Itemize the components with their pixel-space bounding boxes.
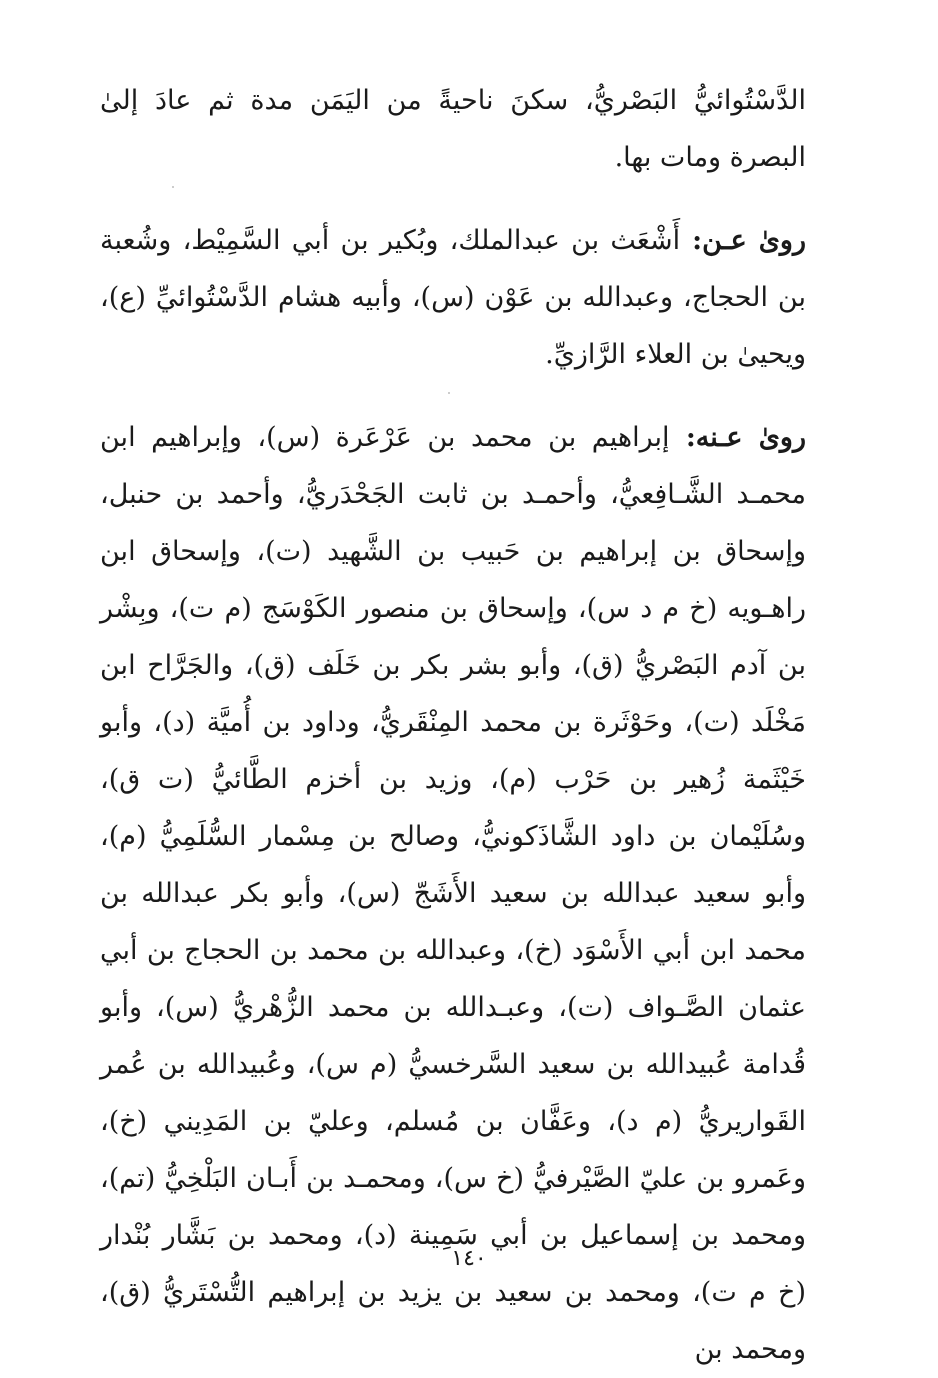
paragraph-text: الدَّسْتُوائيُّ البَصْريُّ، سكنَ ناحيةً من اليَمَن مدة ثم عادَ إلىٰ البصرة ومات بها. bbox=[100, 85, 806, 173]
paragraph-narrated-from bbox=[100, 212, 806, 383]
page-body bbox=[100, 72, 806, 1378]
paragraph-text: أَشْعَث بن عبدالملك، وبُكير بن أبي السَّمِيْط، وشُعبة بن الحجاج، وعبدالله بن عَوْن (س)، وأبيه هشام الدَّسْتُوائيِّ (ع)، ويحيىٰ بن العلاء الرَّازيِّ. bbox=[100, 225, 806, 370]
paragraph-intro bbox=[100, 72, 806, 186]
page-number: ١٤٠ bbox=[451, 1246, 487, 1271]
scan-speck bbox=[448, 392, 450, 394]
paragraph-lead: روىٰ عـن: bbox=[680, 225, 806, 256]
scan-speck bbox=[172, 186, 174, 188]
paragraph-lead: روىٰ عـنه: bbox=[669, 422, 806, 453]
paragraph-text: إبراهيم بن محمد بن عَرْعَرة (س)، وإبراهيم ابن محمـد الشَّـافِعيُّ، وأحمـد بن ثابت الجَحْدَريُّ، وأحمد بن حنبل، وإسحاق بن إبراهيم بن حَبيب بن الشَّهيد (ت)، وإسحاق ابن راهـويه (خ م د س)، وإسحاق بن منصور الكَوْسَج (م ت)، وبِشْر بن آدم البَصْريُّ (ق)، وأبو بشر بكر بن خَلَف (ق)، والجَرَّاح ابن مَخْلَد (ت)، وحَوْثَرة بن محمد المِنْقَريُّ، وداود بن أُميَّة (د)، وأبو خَيْثَمة زُهير بن حَرْب (م)، وزيد بن أخزم الطَّائيُّ (ت ق)، وسُلَيْمان بن داود الشَّاذَكونيُّ، وصالح بن مِسْمار السُّلَمِيُّ (م)، وأبو سعيد عبدالله بن سعيد الأَشَجّ (س)، وأبو بكر عبدالله بن محمد ابن أبي الأَسْوَد (خ)، وعبدالله بن محمد بن الحجاج بن أبي عثمان الصَّـواف (ت)، وعبـدالله بن محمد الزُّهْريُّ (س)، وأبو قُدامة عُبيدالله بن سعيد السَّرخسيُّ (م س)، وعُبيدالله بن عُمر القَواريريُّ (م د)، وعَفَّان بن مُسلم، وعليّ بن المَدِيني (خ)، وعَمرو بن عليّ الصَّيْرفيُّ (خ س)، ومحمـد بن أَبـان البَلْخِيُّ (تم)، ومحمد بن إسماعيل بن أبي سَمِينة (د)، ومحمد بن بَشَّار بُنْدار (خ م ت)، ومحمد بن سعيد بن يزيد بن إبراهيم التُّسْتَريُّ (ق)، ومحمد بن bbox=[100, 422, 806, 1365]
paragraph-narrated-by bbox=[100, 409, 806, 1378]
